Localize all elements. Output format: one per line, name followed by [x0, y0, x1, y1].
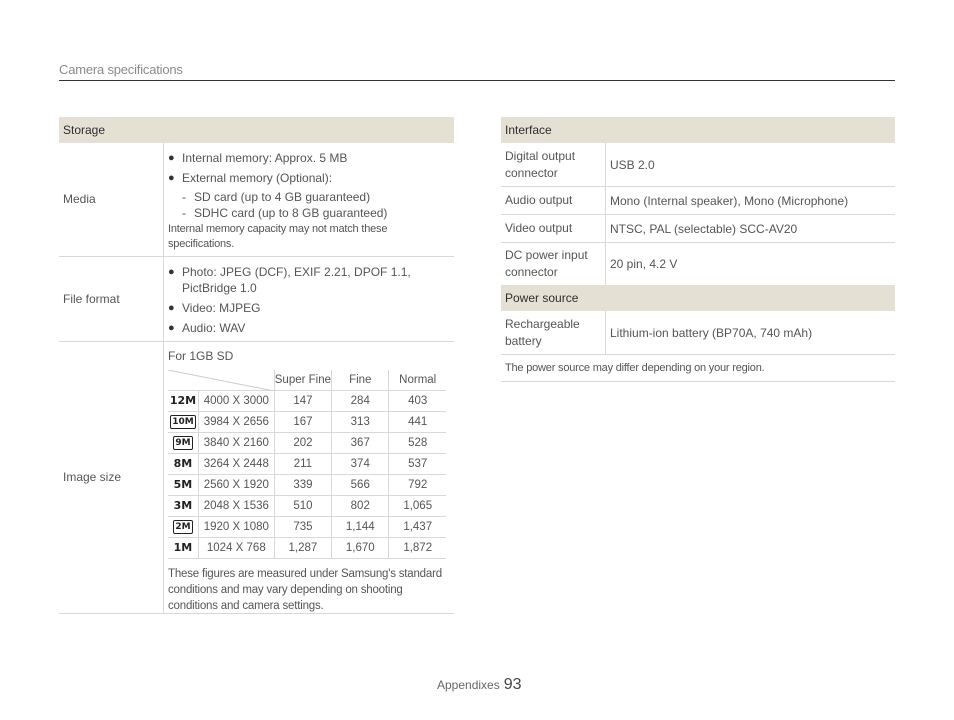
file-format-value: [164, 257, 454, 341]
bullet-icon: ●: [168, 302, 175, 314]
page-footer: [437, 676, 522, 694]
list-item: ● Internal memory: Approx. 5 MB: [168, 151, 348, 165]
image-size-table: [168, 370, 446, 559]
list-subitem: - SD card (up to 4 GB guaranteed): [182, 190, 371, 204]
header-divider: [59, 80, 895, 81]
list-item: ● Photo: JPEG (DCF), EXIF 2.21, DPOF 1.1, PictBridge 1.0: [168, 265, 411, 295]
image-size-note: These figures are measured under Samsung's standard conditions and may vary depending on shooting conditions and camera settings.: [168, 568, 442, 612]
audio-output-value: Mono (Internal speaker), Mono (Microphone): [610, 193, 849, 208]
resolution-3m-icon: 3M: [168, 496, 198, 517]
table-corner-cell: [168, 370, 274, 391]
resolution-1m-icon: 1M: [168, 538, 198, 559]
page-number: 93: [503, 676, 522, 693]
image-size-row: [59, 342, 454, 614]
audio-output-label: Audio output: [501, 187, 606, 214]
table-row: 12M 4000 X 3000 147 284 403: [168, 391, 446, 412]
power-note-row: [501, 355, 895, 382]
audio-output-row: [501, 187, 895, 215]
bullet-icon: ●: [168, 322, 175, 334]
file-format-row: [59, 257, 454, 342]
column-header: Fine: [332, 370, 389, 391]
dc-power-value: 20 pin, 4.2 V: [610, 257, 678, 271]
digital-output-row: [501, 143, 895, 187]
resolution-9m-icon: 9M: [168, 433, 198, 454]
list-item: ● External memory (Optional):: [168, 171, 333, 185]
diagonal-divider: [168, 370, 274, 391]
power-source-heading: Power source: [501, 285, 895, 311]
media-label: Media: [59, 143, 164, 256]
table-row: 8M 3264 X 2448 211 374 537: [168, 454, 446, 475]
column-header: Normal: [389, 370, 446, 391]
resolution-10m-icon: 10M: [168, 412, 198, 433]
bullet-icon: ●: [168, 266, 175, 278]
image-size-value: [164, 342, 454, 613]
table-row: 1M 1024 X 768 1,287 1,670 1,872: [168, 538, 446, 559]
table-row: 5M 2560 X 1920 339 566 792: [168, 475, 446, 496]
battery-row: [501, 311, 895, 355]
table-row: 3M 2048 X 1536 510 802 1,065: [168, 496, 446, 517]
table-header-row: [168, 370, 446, 391]
page-header-title: Camera specifications: [59, 62, 183, 77]
footer-section: Appendixes: [437, 678, 500, 692]
power-note: The power source may differ depending on your region.: [505, 361, 765, 374]
video-output-label: Video output: [501, 215, 606, 242]
list-subitem: - SDHC card (up to 8 GB guaranteed): [182, 206, 388, 220]
media-value: [164, 143, 454, 256]
bullet-icon: ●: [168, 152, 175, 164]
table-row: 10M 3984 X 2656 167 313 441: [168, 412, 446, 433]
image-size-heading: For 1GB SD: [168, 349, 234, 363]
dc-power-label: DC power input connector: [501, 243, 606, 285]
storage-heading: Storage: [59, 117, 454, 143]
video-output-value: NTSC, PAL (selectable) SCC-AV20: [610, 221, 798, 236]
resolution-5m-icon: 5M: [168, 475, 198, 496]
list-item: ● Video: MJPEG: [168, 301, 261, 315]
digital-output-label: Digital output connector: [501, 143, 606, 186]
media-note: Internal memory capacity may not match these specifications.: [168, 223, 388, 250]
battery-label: Rechargeable battery: [501, 311, 606, 354]
dc-power-row: [501, 243, 895, 285]
file-format-label: File format: [59, 257, 164, 341]
interface-heading: Interface: [501, 117, 895, 143]
video-output-row: [501, 215, 895, 243]
media-row: [59, 143, 454, 257]
resolution-8m-icon: 8M: [168, 454, 198, 475]
storage-section: [59, 117, 454, 614]
table-row: 9M 3840 X 2160 202 367 528: [168, 433, 446, 454]
list-item: ● Audio: WAV: [168, 321, 246, 335]
image-size-label: Image size: [59, 342, 164, 613]
battery-value: Lithium-ion battery (BP70A, 740 mAh): [610, 325, 813, 340]
interface-section: [501, 117, 895, 382]
bullet-icon: ●: [168, 172, 175, 184]
table-row: 2M 1920 X 1080 735 1,144 1,437: [168, 517, 446, 538]
resolution-12m-icon: 12M: [168, 391, 198, 412]
resolution-2m-icon: 2M: [168, 517, 198, 538]
column-header: Super Fine: [274, 370, 331, 391]
digital-output-value: USB 2.0: [610, 157, 655, 172]
